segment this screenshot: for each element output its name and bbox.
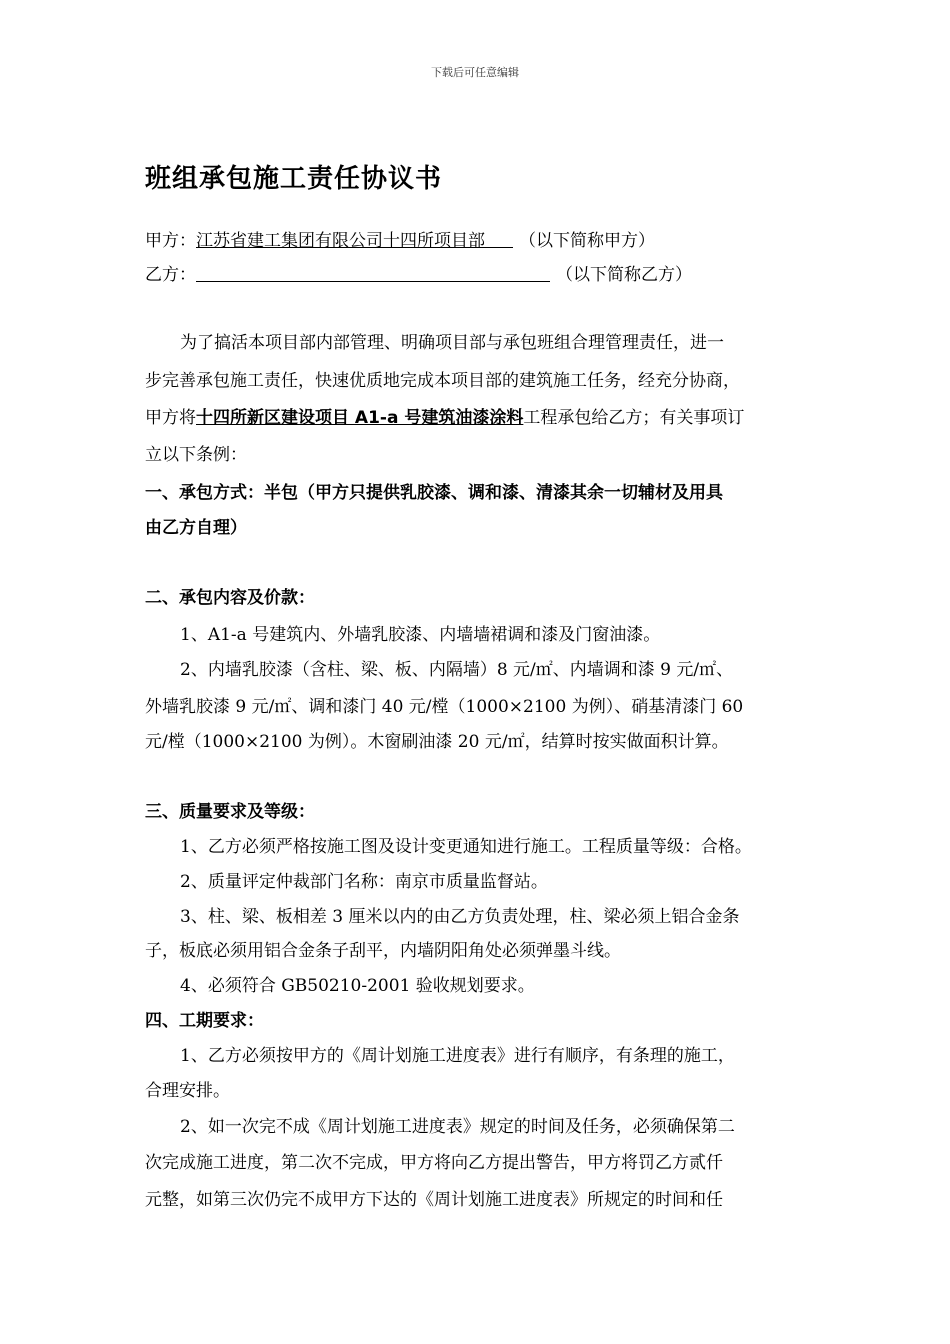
section3-item-3-line-1: 3、柱、梁、板相差 3 厘米以内的由乙方负责处理，柱、梁必须上铝合金条: [180, 907, 740, 927]
intro-line-1: 为了搞活本项目部内部管理、明确项目部与承包班组合理管理责任，进一: [180, 333, 724, 353]
party-a-suffix: （以下简称甲方）: [519, 231, 655, 251]
section2-item-2-line-2: 外墙乳胶漆 9 元/㎡、调和漆门 40 元/樘（1000×2100 为例）、硝基清漆门 60: [145, 697, 744, 717]
section4-item-2-line-1: 2、如一次完不成《周计划施工进度表》规定的时间及任务，必须确保第二: [180, 1117, 735, 1137]
party-a-label: 甲方：: [145, 231, 196, 251]
intro-line-4: 立以下条例：: [145, 445, 247, 465]
party-b-suffix: （以下简称乙方）: [556, 265, 692, 285]
section3-item-1: 1、乙方必须严格按施工图及设计变更通知进行施工。工程质量等级：合格。: [180, 837, 752, 857]
party-a-underline: [485, 231, 513, 248]
document-title: 班组承包施工责任协议书: [145, 164, 443, 194]
intro-line-3: [145, 403, 744, 428]
section4-item-2-line-3: 元整，如第三次仍完不成甲方下达的《周计划施工进度表》所规定的时间和任: [145, 1190, 723, 1210]
section3-item-3-line-2: 子，板底必须用铝合金条子刮平，内墙阴阳角处必须弹墨斗线。: [145, 941, 621, 961]
section4-item-2-line-2: 次完成施工进度，第二次不完成，甲方将向乙方提出警告，甲方将罚乙方贰仟: [145, 1153, 723, 1173]
section2-item-1: 1、A1-a 号建筑内、外墙乳胶漆、内墙墙裙调和漆及门窗油漆。: [180, 625, 661, 645]
intro-post: 工程承包给乙方；有关事项订: [523, 408, 745, 428]
party-a-name: 江苏省建工集团有限公司十四所项目部: [196, 231, 485, 251]
section4-item-1-line-2: 合理安排。: [145, 1081, 230, 1101]
party-b-label: 乙方：: [145, 265, 196, 285]
party-b-blank: [196, 265, 550, 282]
section1-line-1: 一、承包方式：半包（甲方只提供乳胶漆、调和漆、清漆其余一切辅材及用具: [145, 483, 723, 503]
section3-item-2: 2、质量评定仲裁部门名称：南京市质量监督站。: [180, 872, 548, 892]
header-note: 下载后可任意编辑: [431, 66, 519, 79]
section3-heading: 三、质量要求及等级：: [145, 802, 315, 822]
section4-item-1-line-1: 1、乙方必须按甲方的《周计划施工进度表》进行有顺序，有条理的施工，: [180, 1046, 735, 1066]
section2-item-2-line-3: 元/樘（1000×2100 为例）。木窗刷油漆 20 元/㎡，结算时按实做面积计算。: [145, 732, 729, 752]
party-a-line: [145, 226, 655, 251]
project-name: 十四所新区建设项目 A1-a 号建筑油漆涂料: [196, 408, 524, 428]
section2-heading: 二、承包内容及价款：: [145, 588, 315, 608]
party-b-line: [145, 260, 692, 285]
section2-item-2-line-1: 2、内墙乳胶漆（含柱、梁、板、内隔墙）8 元/㎡、内墙调和漆 9 元/㎡、: [180, 660, 734, 680]
section1-line-2: 由乙方自理）: [145, 518, 247, 538]
section4-heading: 四、工期要求：: [145, 1011, 264, 1031]
intro-pre: 甲方将: [145, 408, 196, 428]
intro-line-2: 步完善承包施工责任，快速优质地完成本项目部的建筑施工任务，经充分协商，: [145, 371, 740, 391]
section3-item-4: 4、必须符合 GB50210-2001 验收规划要求。: [180, 976, 535, 996]
